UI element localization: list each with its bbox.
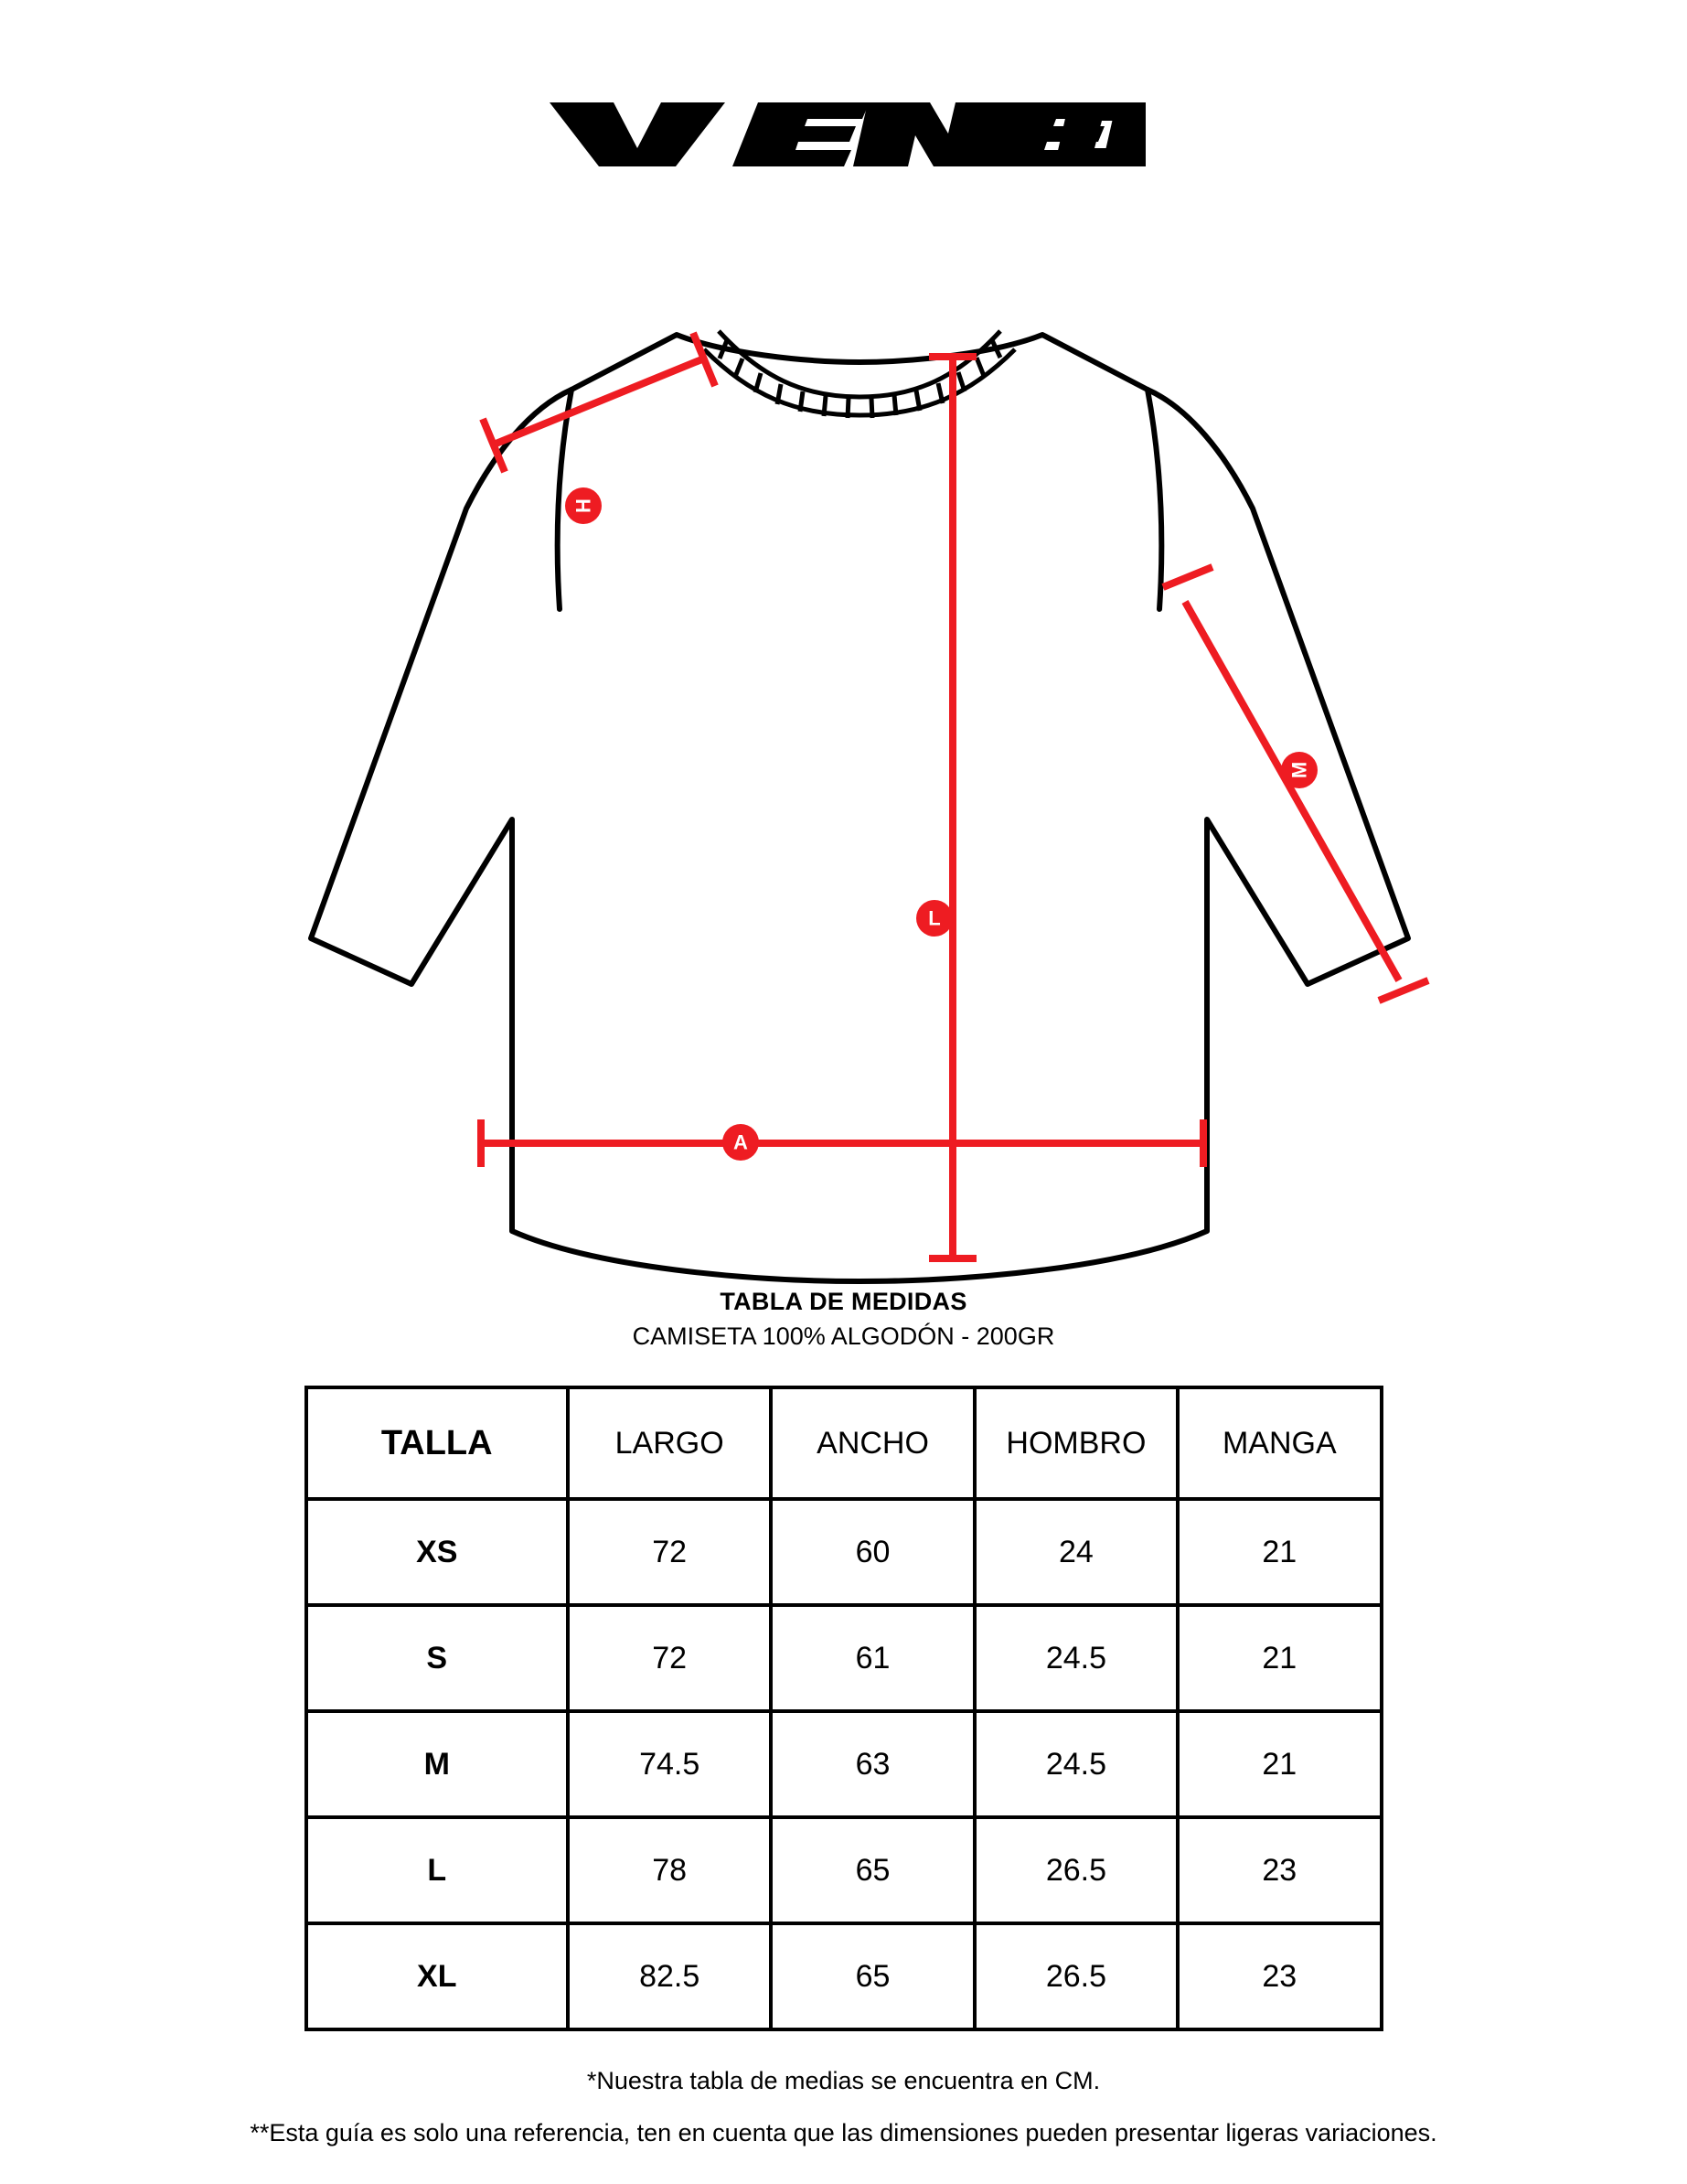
table-header-row <box>306 1387 1382 1499</box>
column-header-manga: MANGA <box>1178 1387 1381 1499</box>
cell-hombro: 24.5 <box>975 1711 1178 1817</box>
largo-letter: L <box>928 906 941 930</box>
cell-hombro: 26.5 <box>975 1817 1178 1923</box>
measurements-table <box>304 1386 1383 2031</box>
hombro-letter: H <box>571 498 595 513</box>
table-subtitle: CAMISETA 100% ALGODÓN - 200GR <box>632 1322 1055 1350</box>
cell-ancho: 65 <box>771 1817 974 1923</box>
table-row <box>306 1499 1382 1605</box>
column-header-talla: TALLA <box>306 1387 568 1499</box>
cell-hombro: 24 <box>975 1499 1178 1605</box>
garment-diagram <box>0 179 1687 1304</box>
cell-talla: XL <box>306 1923 568 2029</box>
footnote-units: *Nuestra tabla de medias se encuentra en CM. <box>586 2067 1101 2094</box>
cell-ancho: 61 <box>771 1605 974 1711</box>
cell-manga: 23 <box>1178 1817 1381 1923</box>
cell-largo: 78 <box>568 1817 771 1923</box>
cell-manga: 21 <box>1178 1605 1381 1711</box>
cell-talla: S <box>306 1605 568 1711</box>
column-header-hombro: HOMBRO <box>975 1387 1178 1499</box>
tshirt-outline <box>311 335 1408 1281</box>
column-header-largo: LARGO <box>568 1387 771 1499</box>
brand-logo <box>542 99 1146 170</box>
cell-largo: 74.5 <box>568 1711 771 1817</box>
cell-largo: 72 <box>568 1605 771 1711</box>
cell-hombro: 24.5 <box>975 1605 1178 1711</box>
column-header-ancho: ANCHO <box>771 1387 974 1499</box>
cell-hombro: 26.5 <box>975 1923 1178 2029</box>
cell-manga: 23 <box>1178 1923 1381 2029</box>
table-row <box>306 1605 1382 1711</box>
manga-letter: M <box>1287 761 1311 779</box>
ancho-letter: A <box>733 1130 748 1154</box>
sleeve-marker <box>1281 752 1318 788</box>
table-row <box>306 1711 1382 1817</box>
cell-largo: 72 <box>568 1499 771 1605</box>
length-marker <box>916 900 953 937</box>
footnotes <box>0 2062 1687 2151</box>
cell-ancho: 63 <box>771 1711 974 1817</box>
footnote-disclaimer: **Esta guía es solo una referencia, ten en cuenta que las dimensiones pueden presentar ligeras variaciones. <box>250 2118 1437 2147</box>
table-row <box>306 1923 1382 2029</box>
cell-talla: L <box>306 1817 568 1923</box>
cell-manga: 21 <box>1178 1499 1381 1605</box>
cell-manga: 21 <box>1178 1711 1381 1817</box>
cell-ancho: 65 <box>771 1923 974 2029</box>
table-title: TABLA DE MEDIDAS <box>720 1288 967 1315</box>
hombro-marker <box>565 487 602 524</box>
cell-talla: M <box>306 1711 568 1817</box>
table-row <box>306 1817 1382 1923</box>
cell-ancho: 60 <box>771 1499 974 1605</box>
cell-talla: XS <box>306 1499 568 1605</box>
cell-largo: 82.5 <box>568 1923 771 2029</box>
width-marker <box>722 1124 759 1161</box>
